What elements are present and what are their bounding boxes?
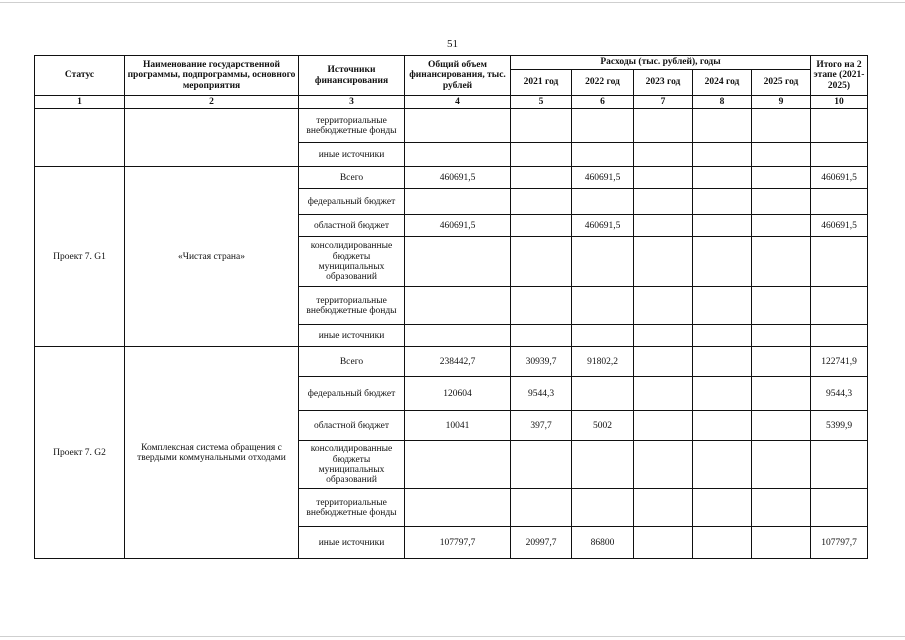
source-cell: областной бюджет [299, 411, 405, 441]
scan-line-top [0, 2, 905, 3]
stage-total-cell [811, 143, 868, 167]
header-year-2025: 2025 год [752, 70, 811, 96]
column-number: 3 [299, 96, 405, 109]
year-2024-cell [693, 143, 752, 167]
year-2023-cell [634, 527, 693, 559]
year-2022-cell [572, 287, 634, 325]
year-2023-cell [634, 347, 693, 377]
year-2024-cell [693, 215, 752, 237]
total-volume-cell [405, 441, 511, 489]
year-2022-cell: 5002 [572, 411, 634, 441]
header-stage-total: Итого на 2 этапе (2021-2025) [811, 56, 868, 96]
year-2023-cell [634, 215, 693, 237]
year-2021-cell [511, 143, 572, 167]
year-2023-cell [634, 441, 693, 489]
source-cell: иные источники [299, 143, 405, 167]
year-2025-cell [752, 189, 811, 215]
year-2022-cell [572, 109, 634, 143]
year-2024-cell [693, 527, 752, 559]
year-2025-cell [752, 287, 811, 325]
year-2024-cell [693, 189, 752, 215]
year-2024-cell [693, 109, 752, 143]
source-cell: федеральный бюджет [299, 377, 405, 411]
year-2023-cell [634, 167, 693, 189]
year-2021-cell [511, 325, 572, 347]
year-2023-cell [634, 109, 693, 143]
header-year-2022: 2022 год [572, 70, 634, 96]
source-cell: иные источники [299, 527, 405, 559]
stage-total-cell: 5399,9 [811, 411, 868, 441]
year-2022-cell [572, 377, 634, 411]
year-2023-cell [634, 489, 693, 527]
stage-total-cell: 122741,9 [811, 347, 868, 377]
program-name-cell: Комплексная система обращения с твердыми коммунальными отходами [125, 347, 299, 559]
year-2023-cell [634, 287, 693, 325]
year-2022-cell [572, 441, 634, 489]
total-volume-cell [405, 109, 511, 143]
year-2022-cell: 91802,2 [572, 347, 634, 377]
header-year-2023: 2023 год [634, 70, 693, 96]
header-total-volume: Общий объем финансирования, тыс. рублей [405, 56, 511, 96]
year-2022-cell [572, 489, 634, 527]
column-number: 9 [752, 96, 811, 109]
header-expenses: Расходы (тыс. рублей), годы [511, 56, 811, 70]
header-status: Статус [35, 56, 125, 96]
stage-total-cell [811, 489, 868, 527]
year-2024-cell [693, 237, 752, 287]
stage-total-cell: 460691,5 [811, 215, 868, 237]
stage-total-cell [811, 287, 868, 325]
total-volume-cell [405, 143, 511, 167]
year-2022-cell [572, 325, 634, 347]
stage-total-cell [811, 325, 868, 347]
column-number: 6 [572, 96, 634, 109]
year-2022-cell: 86800 [572, 527, 634, 559]
source-cell: областной бюджет [299, 215, 405, 237]
source-cell: территориальные внебюджетные фонды [299, 489, 405, 527]
year-2024-cell [693, 377, 752, 411]
year-2025-cell [752, 167, 811, 189]
source-cell: Всего [299, 347, 405, 377]
year-2021-cell: 20997,7 [511, 527, 572, 559]
year-2024-cell [693, 489, 752, 527]
year-2025-cell [752, 489, 811, 527]
year-2025-cell [752, 325, 811, 347]
year-2021-cell: 397,7 [511, 411, 572, 441]
table-row [35, 109, 868, 143]
total-volume-cell: 460691,5 [405, 167, 511, 189]
year-2021-cell [511, 237, 572, 287]
year-2025-cell [752, 441, 811, 489]
year-2024-cell [693, 167, 752, 189]
year-2025-cell [752, 143, 811, 167]
year-2023-cell [634, 237, 693, 287]
total-volume-cell [405, 237, 511, 287]
year-2023-cell [634, 325, 693, 347]
total-volume-cell [405, 489, 511, 527]
stage-total-cell: 107797,7 [811, 527, 868, 559]
total-volume-cell: 460691,5 [405, 215, 511, 237]
column-number: 2 [125, 96, 299, 109]
status-cell [35, 109, 125, 167]
column-number: 10 [811, 96, 868, 109]
year-2021-cell [511, 287, 572, 325]
table-row [35, 167, 868, 189]
year-2022-cell: 460691,5 [572, 167, 634, 189]
header-year-2021: 2021 год [511, 70, 572, 96]
year-2025-cell [752, 237, 811, 287]
total-volume-cell [405, 287, 511, 325]
year-2024-cell [693, 441, 752, 489]
year-2021-cell: 30939,7 [511, 347, 572, 377]
year-2025-cell [752, 347, 811, 377]
stage-total-cell [811, 109, 868, 143]
year-2025-cell [752, 411, 811, 441]
stage-total-cell [811, 189, 868, 215]
total-volume-cell: 120604 [405, 377, 511, 411]
total-volume-cell: 10041 [405, 411, 511, 441]
year-2023-cell [634, 143, 693, 167]
year-2021-cell [511, 489, 572, 527]
source-cell: территориальные внебюджетные фонды [299, 287, 405, 325]
total-volume-cell: 238442,7 [405, 347, 511, 377]
total-volume-cell: 107797,7 [405, 527, 511, 559]
stage-total-cell [811, 237, 868, 287]
status-cell: Проект 7. G2 [35, 347, 125, 559]
column-number: 5 [511, 96, 572, 109]
source-cell: консолидированные бюджеты муниципальных образований [299, 441, 405, 489]
source-cell: территориальные внебюджетные фонды [299, 109, 405, 143]
year-2021-cell [511, 167, 572, 189]
year-2021-cell [511, 189, 572, 215]
column-number: 7 [634, 96, 693, 109]
financing-table [34, 55, 868, 559]
page-number: 51 [447, 38, 458, 50]
year-2021-cell: 9544,3 [511, 377, 572, 411]
year-2023-cell [634, 411, 693, 441]
year-2021-cell [511, 441, 572, 489]
year-2025-cell [752, 377, 811, 411]
source-cell: консолидированные бюджеты муниципальных образований [299, 237, 405, 287]
year-2023-cell [634, 189, 693, 215]
year-2025-cell [752, 109, 811, 143]
status-cell: Проект 7. G1 [35, 167, 125, 347]
year-2021-cell [511, 215, 572, 237]
table-row [35, 347, 868, 377]
year-2024-cell [693, 287, 752, 325]
year-2025-cell [752, 527, 811, 559]
stage-total-cell: 9544,3 [811, 377, 868, 411]
column-number: 4 [405, 96, 511, 109]
year-2022-cell [572, 143, 634, 167]
source-cell: иные источники [299, 325, 405, 347]
year-2024-cell [693, 411, 752, 441]
header-sources: Источники финансирования [299, 56, 405, 96]
year-2024-cell [693, 325, 752, 347]
stage-total-cell [811, 441, 868, 489]
year-2021-cell [511, 109, 572, 143]
total-volume-cell [405, 325, 511, 347]
source-cell: Всего [299, 167, 405, 189]
program-name-cell: «Чистая страна» [125, 167, 299, 347]
scan-line-bottom [0, 636, 905, 637]
header-program: Наименование государственной программы, подпрограммы, основного мероприятия [125, 56, 299, 96]
year-2025-cell [752, 215, 811, 237]
header-year-2024: 2024 год [693, 70, 752, 96]
total-volume-cell [405, 189, 511, 215]
source-cell: федеральный бюджет [299, 189, 405, 215]
program-name-cell [125, 109, 299, 167]
year-2023-cell [634, 377, 693, 411]
stage-total-cell: 460691,5 [811, 167, 868, 189]
year-2024-cell [693, 347, 752, 377]
column-number: 1 [35, 96, 125, 109]
column-number: 8 [693, 96, 752, 109]
year-2022-cell: 460691,5 [572, 215, 634, 237]
year-2022-cell [572, 189, 634, 215]
year-2022-cell [572, 237, 634, 287]
